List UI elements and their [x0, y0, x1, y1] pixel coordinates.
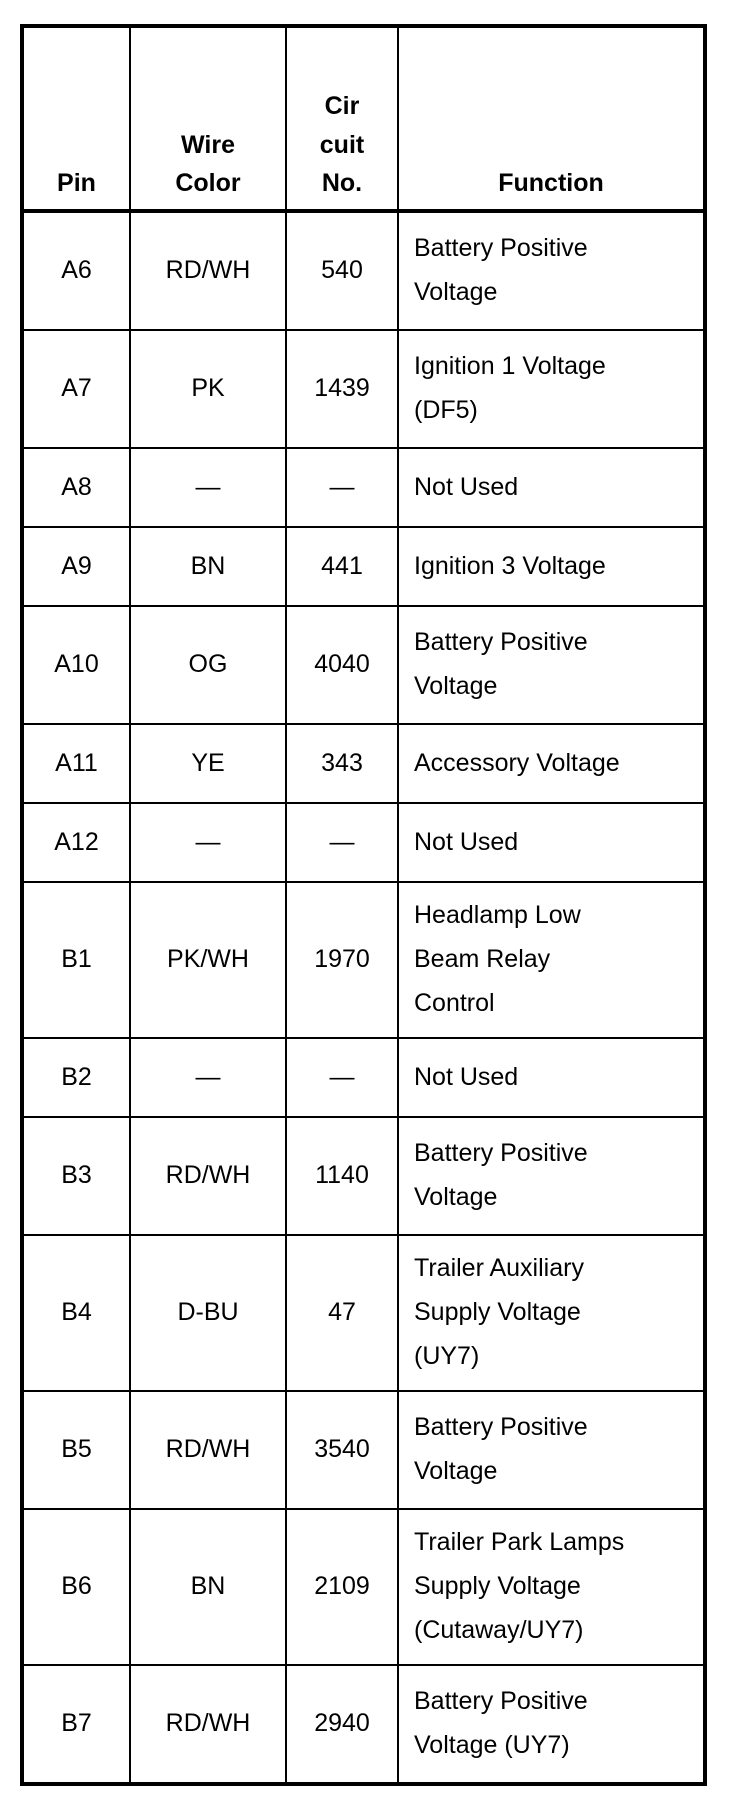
function-text-line: Accessory Voltage [414, 748, 620, 777]
wire-color-cell: RD/WH [130, 1391, 286, 1509]
table-row [22, 448, 705, 527]
function-text-line: Voltage [414, 1457, 498, 1485]
table-header-row [22, 26, 705, 211]
table-row [22, 211, 705, 330]
function-cell [398, 803, 705, 882]
function-text-line: Battery Positive [414, 628, 588, 657]
table-row [22, 882, 705, 1038]
function-cell [398, 330, 705, 448]
pin-cell: B7 [22, 1665, 130, 1784]
circuit-number-cell: 47 [286, 1235, 398, 1391]
wire-color-cell: BN [130, 1509, 286, 1665]
table-row [22, 803, 705, 882]
table-row [22, 1038, 705, 1117]
header-function-label: Function [498, 169, 604, 198]
header-circuit-no-line: Cir [324, 91, 360, 120]
circuit-number-cell: — [286, 803, 398, 882]
pin-cell: A11 [22, 724, 130, 803]
function-text-line: Supply Voltage [414, 1572, 581, 1601]
function-text-line: Trailer Park Lamps [414, 1528, 625, 1557]
circuit-number-cell: 2940 [286, 1665, 398, 1784]
wire-color-cell: RD/WH [130, 1665, 286, 1784]
table-row [22, 330, 705, 448]
function-text-line: (UY7) [414, 1341, 480, 1370]
header-pin [22, 26, 130, 211]
pin-cell: A6 [22, 211, 130, 330]
pin-cell: A7 [22, 330, 130, 448]
function-text-line: Voltage [414, 1183, 498, 1211]
circuit-number-cell: 441 [286, 527, 398, 606]
function-text-line: Battery Positive [414, 1413, 588, 1442]
function-text-line: Not Used [414, 472, 519, 501]
header-wire-color-line: Wire [181, 130, 235, 159]
circuit-number-cell: 343 [286, 724, 398, 803]
table-row [22, 1391, 705, 1509]
wire-color-cell: BN [130, 527, 286, 606]
wire-color-cell: PK/WH [130, 882, 286, 1038]
function-cell [398, 211, 705, 330]
wire-color-cell: OG [130, 606, 286, 724]
circuit-number-cell: 1970 [286, 882, 398, 1038]
pin-cell: B5 [22, 1391, 130, 1509]
wire-color-cell: — [130, 803, 286, 882]
function-text-line: Not Used [414, 827, 519, 856]
function-cell [398, 606, 705, 724]
connector-pinout-table [20, 24, 707, 1786]
function-text-line: Voltage (UY7) [414, 1731, 570, 1759]
header-circuit-no [286, 26, 398, 211]
circuit-number-cell: 1140 [286, 1117, 398, 1235]
circuit-number-cell: 1439 [286, 330, 398, 448]
function-text-line: Beam Relay [414, 945, 551, 974]
pin-cell: A10 [22, 606, 130, 724]
pin-cell: A12 [22, 803, 130, 882]
function-text-line: Not Used [414, 1062, 519, 1091]
wire-color-cell: D-BU [130, 1235, 286, 1391]
header-pin-label: Pin [57, 169, 96, 198]
pin-cell: A9 [22, 527, 130, 606]
function-text-line: Headlamp Low [414, 901, 581, 930]
wire-color-cell: RD/WH [130, 211, 286, 330]
header-wire-color-line: Color [175, 169, 241, 198]
wire-color-cell: RD/WH [130, 1117, 286, 1235]
circuit-number-cell: 540 [286, 211, 398, 330]
pin-cell: B1 [22, 882, 130, 1038]
pin-cell: B2 [22, 1038, 130, 1117]
table-row [22, 1665, 705, 1784]
function-text-line: (Cutaway/UY7) [414, 1615, 584, 1644]
pin-cell: B4 [22, 1235, 130, 1391]
circuit-number-cell: 2109 [286, 1509, 398, 1665]
function-cell [398, 448, 705, 527]
function-text-line: Voltage [414, 672, 498, 700]
table-row [22, 724, 705, 803]
function-text-line: Trailer Auxiliary [414, 1254, 584, 1283]
header-wire-color [130, 26, 286, 211]
function-text-line: (DF5) [414, 396, 478, 424]
pin-cell: A8 [22, 448, 130, 527]
function-text-line: Supply Voltage [414, 1298, 581, 1327]
function-text-line: Voltage [414, 278, 498, 306]
wire-color-cell: YE [130, 724, 286, 803]
table-row [22, 527, 705, 606]
wire-color-cell: PK [130, 330, 286, 448]
circuit-number-cell: — [286, 448, 398, 527]
function-text-line: Ignition 1 Voltage [414, 352, 606, 381]
function-text-line: Battery Positive [414, 1139, 588, 1168]
pin-cell: B3 [22, 1117, 130, 1235]
header-function [398, 26, 705, 211]
table-row [22, 1509, 705, 1665]
circuit-number-cell: 4040 [286, 606, 398, 724]
function-text-line: Battery Positive [414, 1687, 588, 1716]
function-cell [398, 1509, 705, 1665]
wire-color-cell: — [130, 448, 286, 527]
function-text-line: Battery Positive [414, 234, 588, 263]
circuit-number-cell: — [286, 1038, 398, 1117]
table-body [22, 211, 705, 1784]
function-cell [398, 1665, 705, 1784]
header-circuit-no-line: cuit [319, 130, 365, 159]
function-cell [398, 1235, 705, 1391]
function-cell [398, 882, 705, 1038]
function-cell [398, 1038, 705, 1117]
table-row [22, 606, 705, 724]
wire-color-cell: — [130, 1038, 286, 1117]
function-cell [398, 1391, 705, 1509]
table-row [22, 1117, 705, 1235]
function-cell [398, 527, 705, 606]
pin-cell: B6 [22, 1509, 130, 1665]
circuit-number-cell: 3540 [286, 1391, 398, 1509]
function-text-line: Control [414, 988, 495, 1017]
function-cell [398, 1117, 705, 1235]
function-cell [398, 724, 705, 803]
table-row [22, 1235, 705, 1391]
function-text-line: Ignition 3 Voltage [414, 551, 606, 580]
header-circuit-no-line: No. [321, 169, 363, 198]
